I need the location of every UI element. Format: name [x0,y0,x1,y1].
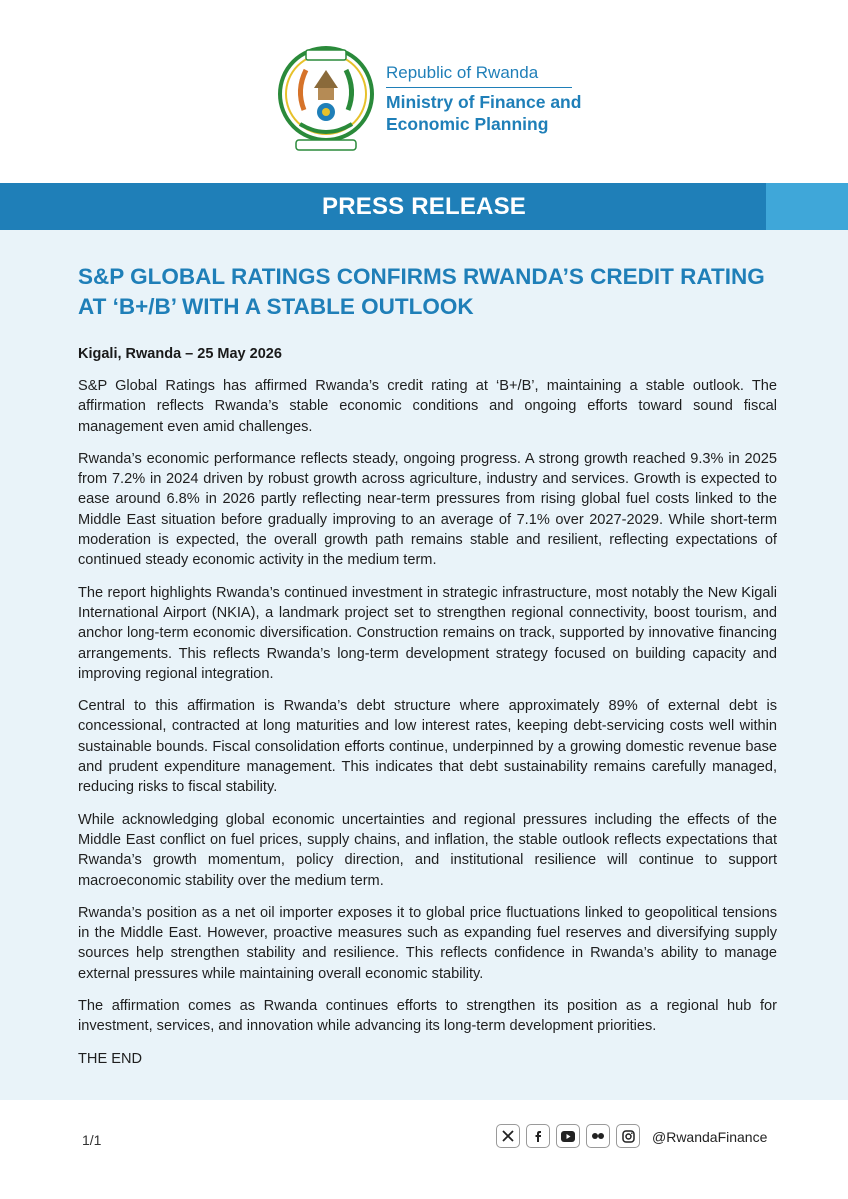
instagram-icon[interactable] [616,1124,640,1148]
country-name: Republic of Rwanda [386,63,539,82]
social-handle[interactable]: @RwandaFinance [652,1129,768,1145]
x-icon[interactable] [496,1124,520,1148]
body-paragraphs [78,376,777,1081]
youtube-icon[interactable] [556,1124,580,1148]
paragraph: The affirmation comes as Rwanda continues efforts to strengthen its position as a regional hub for investment, services, and innovation while advancing its long-term development priorities. [78,998,777,1035]
letterhead [0,0,848,183]
coat-of-arms-emblem [276,40,376,158]
facebook-icon[interactable] [526,1124,550,1148]
press-release-body [0,230,848,1100]
flickr-icon[interactable] [586,1124,610,1148]
closing-text: THE END [78,1050,143,1067]
ministry-name-block [386,62,581,135]
paragraph: Rwanda’s economic performance reflects steady, ongoing progress. A strong growth reached 9.3% in 2025 from 7.2% in 2024 driven by robust growth across agriculture, industry and services. Growth is expected to ease around 6.8% in 2026 partly reflecting near-term pressures from rising global fuel costs linked to the Middle East situation before gradually improving to an average of 7.1% over 2027-2029. While short-term moderation is expected, the overall growth path remains stable and resilient, reflecting expectations of continued steady economic activity in the medium term. [78,450,777,569]
press-release-banner [0,183,848,230]
headline: S&P GLOBAL RATINGS CONFIRMS RWANDA’S CREDIT RATING AT ‘B+/B’ WITH A STABLE OUTLOOK [78,264,765,319]
paragraph: Central to this affirmation is Rwanda’s debt structure where approximately 89% of external debt is concessional, contracted at long maturities and low interest rates, keeping debt-servicing costs well within sustainable bounds. Fiscal consolidation efforts continue, underpinned by a growing domestic revenue base and prudent expenditure management. This indicates that debt sustainability remains carefully managed, reducing risks to fiscal stability. [78,698,777,796]
header-divider [386,87,572,88]
paragraph: While acknowledging global economic uncertainties and regional pressures including the effects of the Middle East conflict on fuel prices, supply chains, and inflation, the stable outlook reflects expectations that Rwanda’s growth momentum, policy direction, and institutional resilience will continue to support macroeconomic stability over the medium term. [78,811,777,889]
banner-title: PRESS RELEASE [322,193,526,220]
dateline: Kigali, Rwanda – 25 May 2026 [78,346,282,362]
social-links [496,1124,640,1148]
ministry-name-line1: Ministry of Finance and [386,92,582,112]
paragraph: Rwanda’s position as a net oil importer exposes it to global price fluctuations linked to geopolitical tensions in the Middle East. However, proactive measures such as expanding fuel reserves and diversifying supply sources help strengthen stability and resilience. This reflects confidence in Rwanda’s ability to manage external pressures while maintaining overall economic stability. [78,904,777,982]
paragraph: S&P Global Ratings has affirmed Rwanda’s credit rating at ‘B+/B’, maintaining a stable outlook. The affirmation reflects Rwanda’s stable economic conditions and ongoing efforts toward sound fiscal management even amid challenges. [78,378,777,435]
paragraph: The report highlights Rwanda’s continued investment in strategic infrastructure, most notably the New Kigali International Airport (NKIA), a landmark project set to strengthen regional connectivity, boost tourism, and anchor long-term economic diversification. Construction remains on track, supported by innovative financing arrangements. This reflects Rwanda’s long-term development strategy focused on building capacity and improving regional integration. [78,584,777,682]
ministry-name-line2: Economic Planning [386,114,549,134]
page-number: 1/1 [82,1132,102,1148]
footer [0,1100,848,1199]
